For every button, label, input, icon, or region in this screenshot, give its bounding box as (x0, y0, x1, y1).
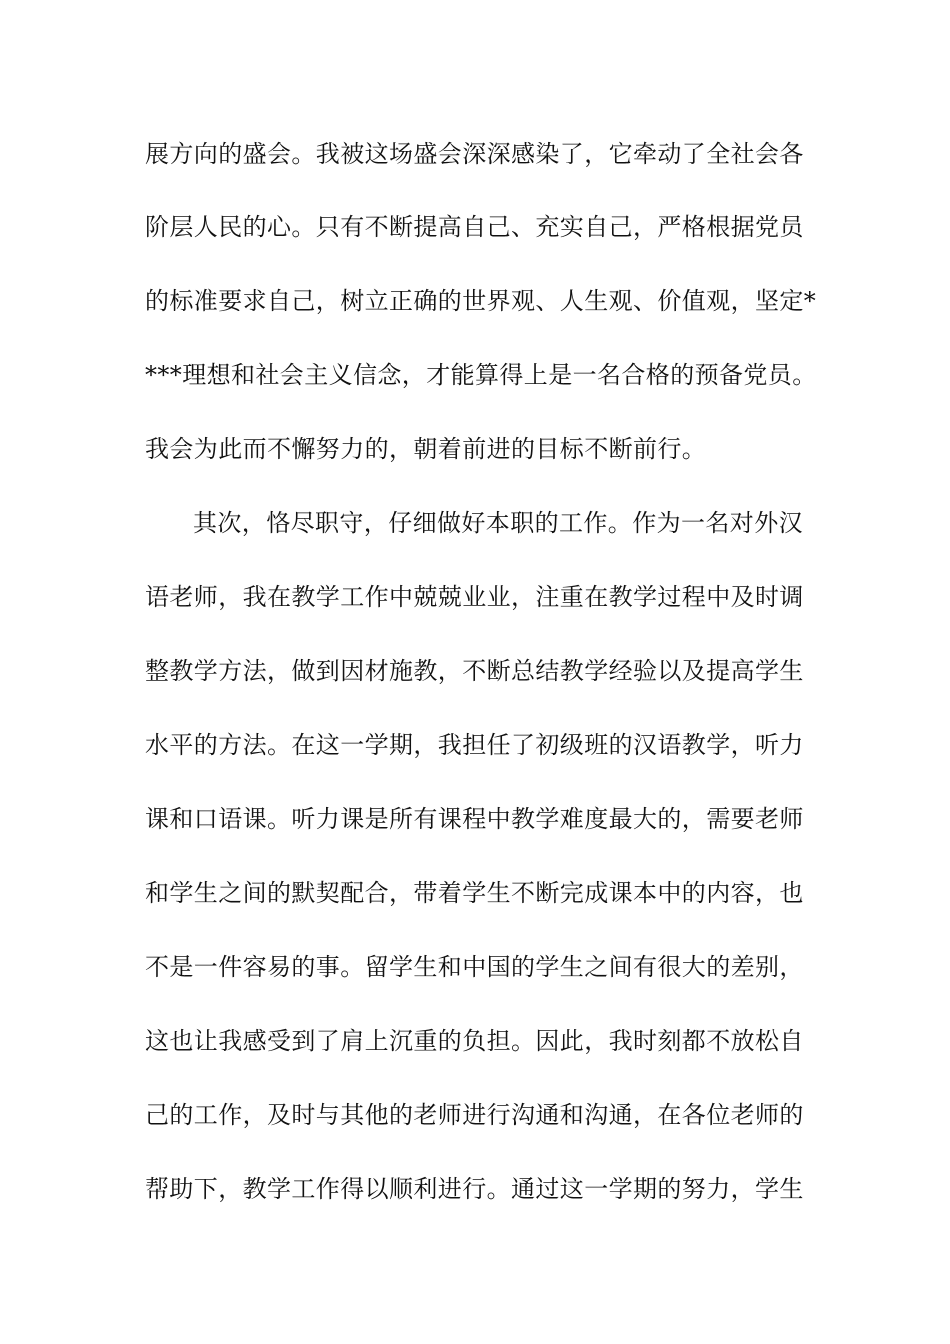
text-line: 和学生之间的默契配合，带着学生不断完成课本中的内容，也 (145, 879, 804, 907)
text-line: 帮助下，教学工作得以顺利进行。通过这一学期的努力，学生 (145, 1175, 804, 1203)
text-line: 整教学方法，做到因材施教，不断总结教学经验以及提高学生 (145, 657, 804, 685)
paragraph-first-line: 其次，恪尽职守，仔细做好本职的工作。作为一名对外汉 (193, 509, 803, 537)
text-line: 我会为此而不懈努力的，朝着前进的目标不断前行。 (145, 435, 707, 463)
text-line: 这也让我感受到了肩上沉重的负担。因此，我时刻都不放松自 (145, 1027, 804, 1055)
text-line: 水平的方法。在这一学期，我担任了初级班的汉语教学，听力 (145, 731, 804, 759)
text-line: 己的工作，及时与其他的老师进行沟通和沟通，在各位老师的 (145, 1101, 804, 1129)
text-line: 的标准要求自己，树立正确的世界观、人生观、价值观，坚定* (145, 287, 817, 315)
text-line: 阶层人民的心。只有不断提高自己、充实自己，严格根据党员 (145, 213, 804, 241)
text-line: 课和口语课。听力课是所有课程中教学难度最大的，需要老师 (145, 805, 804, 833)
text-line: 不是一件容易的事。留学生和中国的学生之间有很大的差别， (145, 953, 804, 981)
text-line: 展方向的盛会。我被这场盛会深深感染了，它牵动了全社会各 (145, 140, 804, 168)
text-line: ***理想和社会主义信念，才能算得上是一名合格的预备党员。 (145, 361, 817, 389)
text-line: 语老师，我在教学工作中兢兢业业，注重在教学过程中及时调 (145, 583, 804, 611)
